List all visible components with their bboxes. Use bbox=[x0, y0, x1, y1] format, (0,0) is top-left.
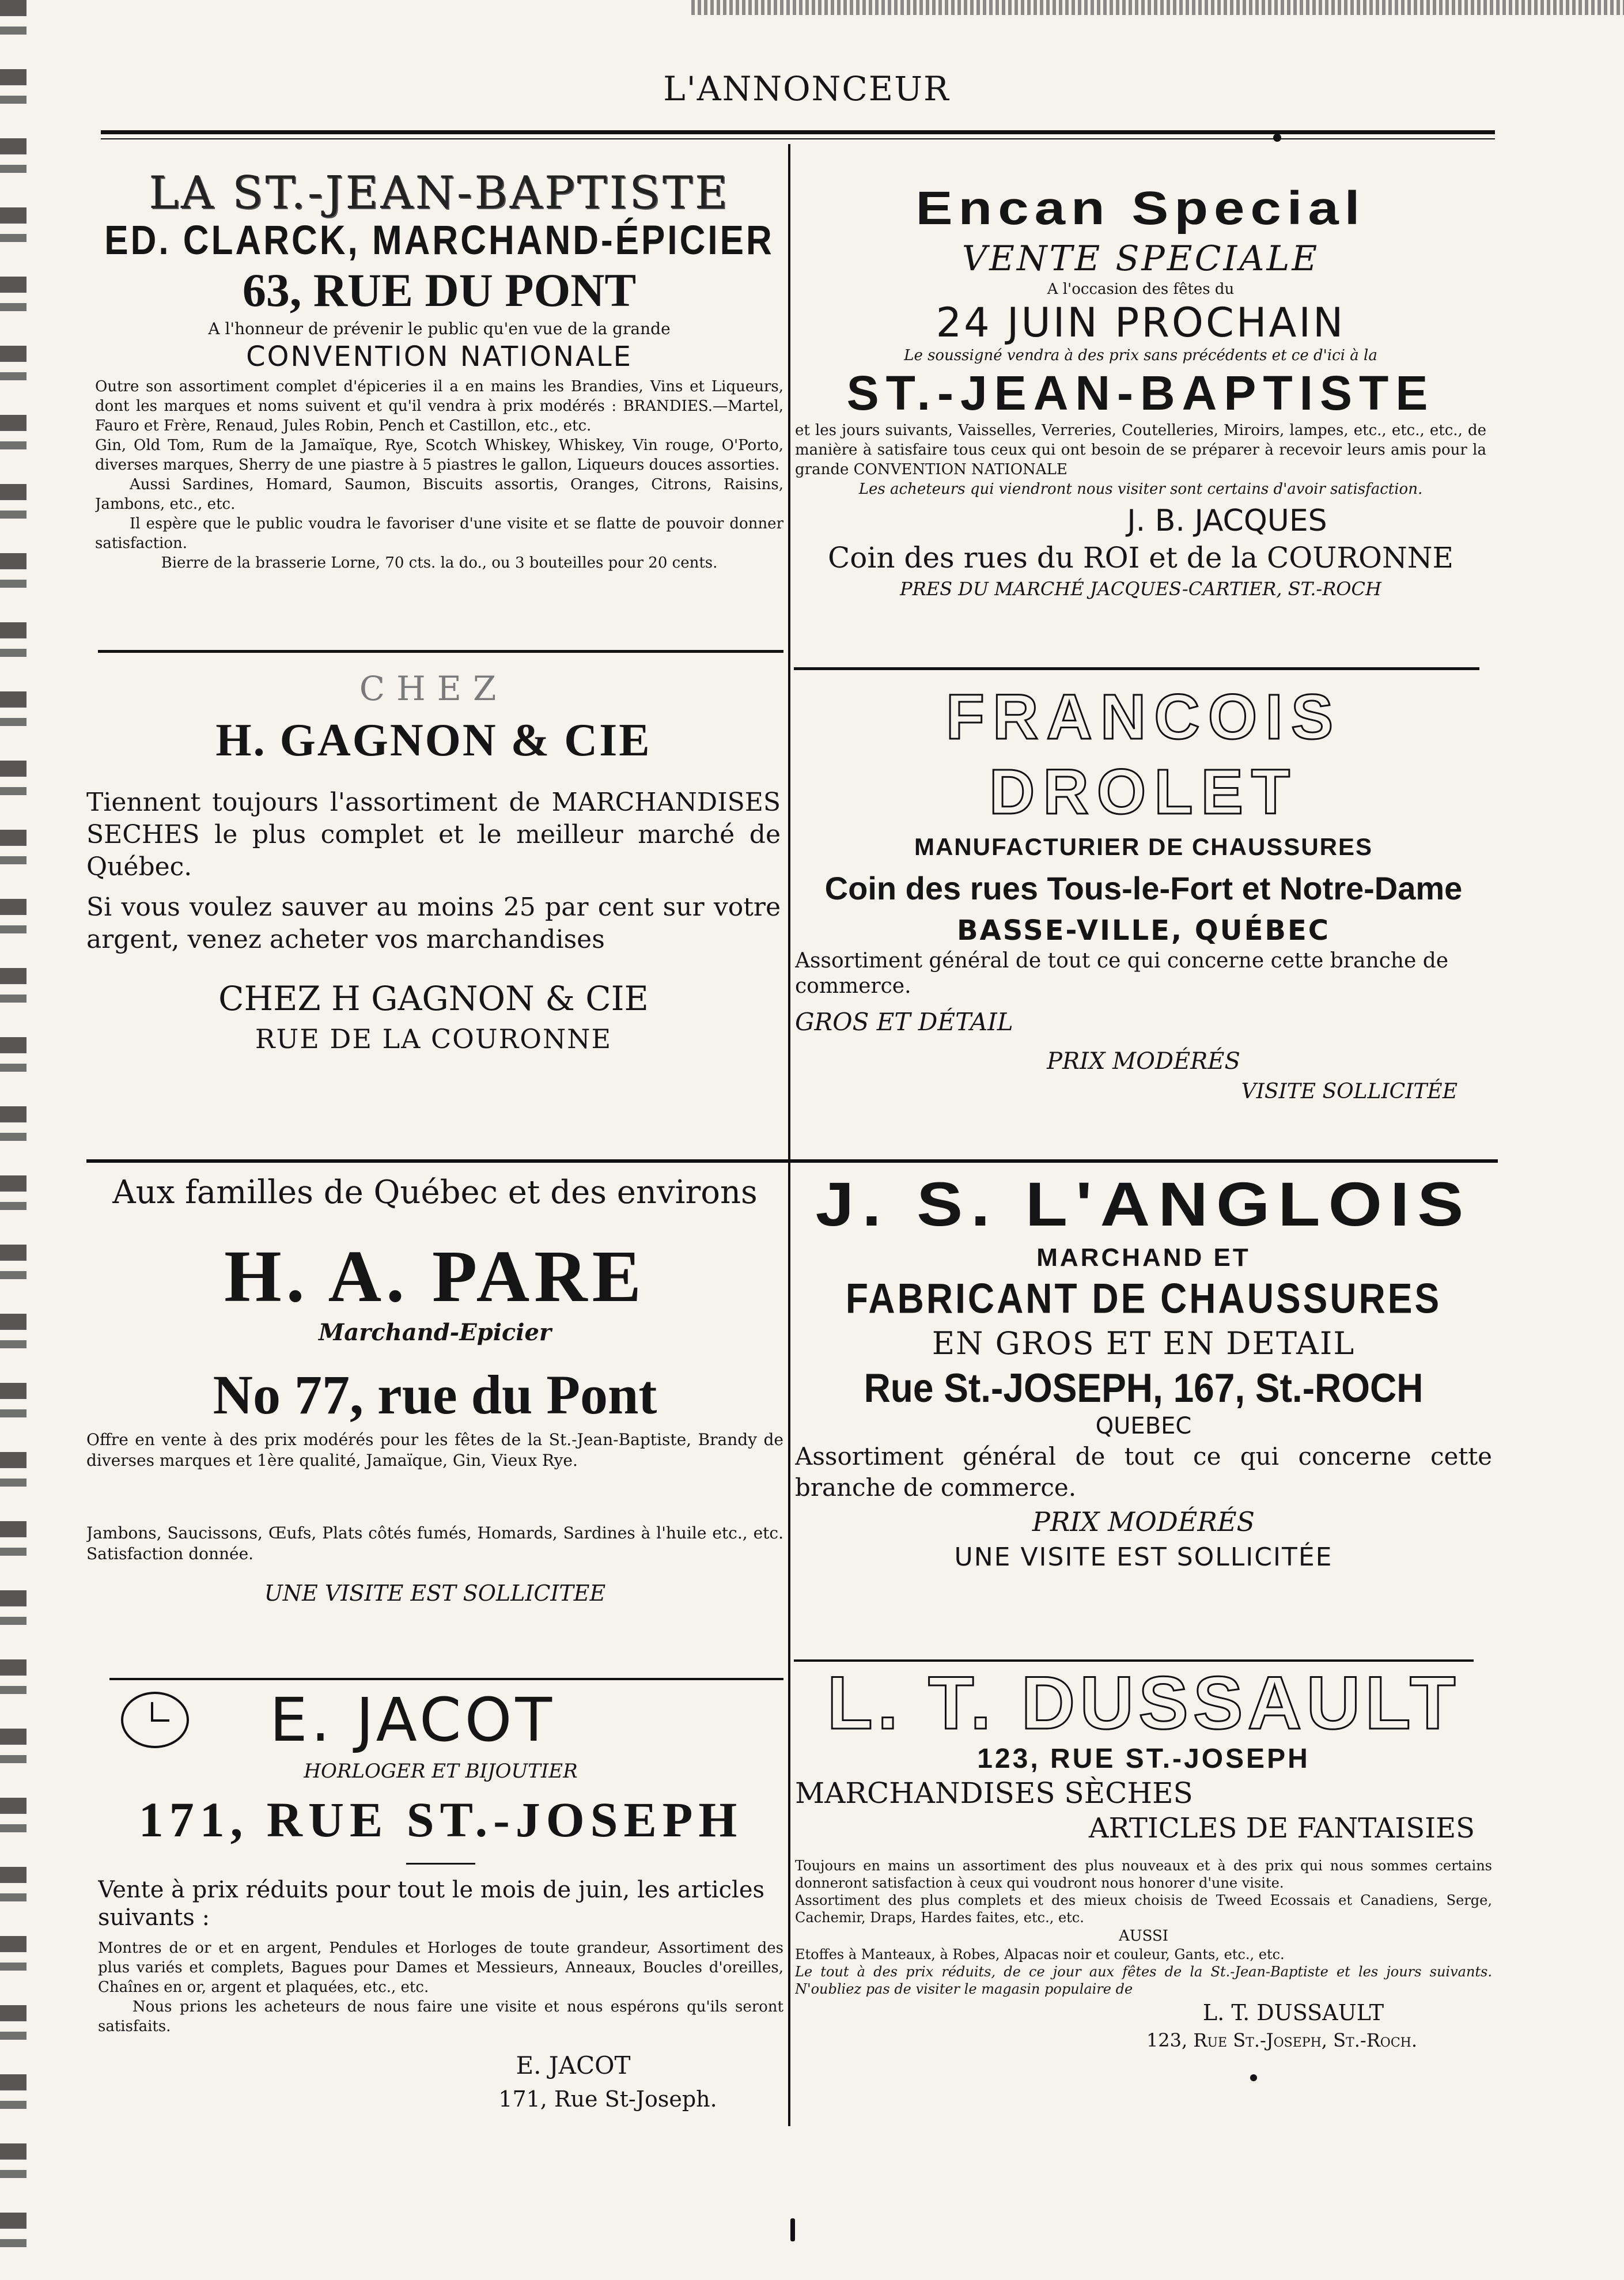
ad-clarck-body bbox=[95, 377, 783, 573]
ad-dussault bbox=[795, 1662, 1492, 2135]
ad-clarck-address: 63, RUE DU PONT bbox=[242, 264, 637, 316]
ad-jacques-date: 24 JUIN PROCHAIN bbox=[936, 299, 1346, 346]
ad-drolet-visite: VISITE SOLLICITÉE bbox=[1241, 1080, 1458, 1103]
scan-edge-top bbox=[691, 0, 1624, 15]
ad-jacques-corner: Coin des rues du ROI et de la COURONNE bbox=[827, 541, 1453, 574]
ad-jacot-intro: Vente à prix réduits pour tout le mois de juin, les articles suivants : bbox=[98, 1877, 765, 1931]
ad-jacques-body: et les jours suivants, Vaisselles, Verreries, Coutelleries, Miroirs, lampes, etc., etc., etc., de manière à satisfaire tous ceux qui ont besoin de se préparer à recevoir leurs amis pour la grande CONVENTION NATIONALE bbox=[795, 422, 1486, 478]
ad-pare-body2: Jambons, Saucissons, Œufs, Plats côtés fumés, Homards, Sardines à l'huile etc., etc. Satisfaction donnée. bbox=[86, 1523, 783, 1563]
top-rule-thin bbox=[101, 138, 1495, 139]
ad-gagnon-name: H. GAGNON & CIE bbox=[215, 715, 652, 766]
clock-icon bbox=[121, 1692, 189, 1748]
ad-langlois-city: QUEBEC bbox=[1095, 1413, 1192, 1439]
ad-jacques-occasion: A l'occasion des fêtes du bbox=[1047, 281, 1235, 298]
ad-langlois-body: Assortiment général de tout ce qui concerne cette branche de commerce. bbox=[795, 1442, 1492, 1502]
ad-clarck-body-1: Outre son assortiment complet d'épiceries il a en mains les Brandies, Vins et Liqueurs, dont les marques et noms suivent et qu'il vendra à prix modérés : BRANDIES.—Martel, Fauro et Frère, Renaud, Jules Robin, Pench et Castillon, etc., etc. bbox=[95, 378, 783, 434]
row-rule-left-3 bbox=[109, 1678, 783, 1680]
ad-clarck-title: LA ST.-JEAN-BAPTISTE bbox=[149, 167, 730, 219]
ad-langlois-address: Rue St.-JOSEPH, 167, St.-ROCH bbox=[864, 1365, 1424, 1411]
ad-pare-visite: UNE VISITE EST SOLLICITEE bbox=[264, 1581, 606, 1606]
ad-langlois-trade1: MARCHAND ET bbox=[1036, 1243, 1251, 1272]
ad-jacot-header bbox=[98, 1685, 783, 1755]
ad-drolet-body: Assortiment général de tout ce qui concerne cette branche de commerce. bbox=[795, 949, 1449, 998]
ad-pare-name: H. A. PARE bbox=[224, 1235, 646, 1317]
ad-jacot-sign: E. JACOT bbox=[516, 2051, 631, 2079]
ad-clarck-body-5: Bierre de la brasserie Lorne, 70 cts. la do., ou 3 bouteilles pour 20 cents. bbox=[161, 554, 718, 572]
ad-jacques-near: PRES DU MARCHÉ JACQUES-CARTIER, ST.-ROCH bbox=[900, 578, 1381, 600]
ad-dussault-name: L. T. DUSSAULT bbox=[827, 1662, 1460, 1745]
ad-clarck-intro: A l'honneur de prévenir le public qu'en vue de la grande bbox=[208, 319, 671, 338]
scan-edge-left bbox=[0, 0, 27, 2280]
ad-gagnon-street: RUE DE LA COURONNE bbox=[255, 1023, 612, 1054]
ad-pare-body1: Offre en vente à des prix modérés pour les fêtes de la St.-Jean-Baptiste, Brandy de diverses marques et 1ère qualité, Jamaïque, Gin, Vieux Rye. bbox=[86, 1430, 783, 1470]
ad-dussault-body1: Toujours en mains un assortiment des plus nouveaux et à des prix qui nous sommes certains donneront satisfaction à ceux qui voudront nous honorer d'une visite. bbox=[795, 1858, 1492, 1891]
ad-drolet bbox=[795, 680, 1492, 1152]
ad-dussault-sign: L. T. DUSSAULT bbox=[1202, 2000, 1384, 2025]
ad-dussault-line2: ARTICLES DE FANTAISIES bbox=[1088, 1812, 1475, 1844]
ad-jacques-intro: Le soussigné vendra à des prix sans précédents et ce d'ici à la bbox=[904, 347, 1377, 364]
row-rule-right-3 bbox=[794, 1659, 1474, 1662]
ad-gagnon-body1: Tiennent toujours l'assortiment de MARCHANDISES SECHES le plus complet et le meilleur marché de Québec. bbox=[86, 788, 781, 882]
ad-jacques-name: J. B. JACQUES bbox=[1127, 504, 1327, 538]
ad-gagnon-body2: Si vous voulez sauver au moins 25 par cent sur votre argent, venez acheter vos marchandises bbox=[86, 893, 781, 954]
ad-clarck-merchant: ED. CLARCK, MARCHAND-ÉPICIER bbox=[104, 217, 774, 264]
ad-langlois bbox=[795, 1167, 1492, 1657]
ad-pare-trade: Marchand-Epicier bbox=[318, 1319, 551, 1346]
ad-jacot bbox=[98, 1685, 783, 2135]
ad-jacques-note: Les acheteurs qui viendront nous visiter sont certains d'avoir satisfaction. bbox=[858, 481, 1423, 498]
ad-langlois-detail: EN GROS ET EN DETAIL bbox=[932, 1325, 1356, 1362]
ad-pare-heading: Aux familles de Québec et des environs bbox=[112, 1174, 758, 1211]
ad-drolet-name: FRANCOIS DROLET bbox=[945, 682, 1342, 827]
ad-clarck-body-3: Aussi Sardines, Homard, Saumon, Biscuits assortis, Oranges, Citrons, Raisins, Jambons, etc., etc. bbox=[95, 476, 783, 513]
ad-clarck-body-2: Gin, Old Tom, Rum de la Jamaïque, Rye, Scotch Whiskey, Whiskey, Vin rouge, O'Porto, diverses marques, Sherry de une piastre à 5 piastres le gallon, Liqueurs douces assorties. bbox=[95, 437, 783, 474]
ad-langlois-trade2: FABRICANT DE CHAUSSURES bbox=[845, 1274, 1442, 1322]
ad-dussault-sign-address: 123, Rue St.-Joseph, St.-Roch. bbox=[1146, 2029, 1418, 2051]
ad-langlois-prix: PRIX MODÉRÉS bbox=[1032, 1506, 1255, 1537]
ad-dussault-body4: Le tout à des prix réduits, de ce jour aux fêtes de la St.-Jean-Baptiste et les jours suivants. N'oubliez pas de visiter le magasin populaire de bbox=[795, 1964, 1492, 1997]
ad-dussault-aussi: AUSSI bbox=[1118, 1927, 1169, 1945]
ad-dussault-body3: Etoffes à Manteaux, à Robes, Alpacas noir et couleur, Gants, etc., etc. bbox=[795, 1946, 1285, 1963]
ad-drolet-trade: MANUFACTURIER DE CHAUSSURES bbox=[914, 833, 1373, 860]
ad-jacot-divider bbox=[406, 1863, 475, 1865]
newspaper-header: L'ANNONCEUR bbox=[663, 69, 950, 108]
ad-drolet-prix: PRIX MODÉRÉS bbox=[1047, 1048, 1240, 1075]
ad-pare bbox=[86, 1173, 783, 1674]
speck bbox=[1273, 134, 1281, 142]
ad-jacot-body1: Montres de or et en argent, Pendules et Horloges de toute grandeur, Assortiment des plus variés et complets, Bagues pour Dames et Messieurs, Anneaux, Boucles d'oreilles, Chaînes en or, argent et plaquées, etc., etc. bbox=[98, 1939, 783, 1996]
ad-clarck-body-4: Il espère que le public voudra le favoriser d'une visite et se flatte de pouvoir donner satisfaction. bbox=[95, 515, 783, 552]
ad-pare-address: No 77, rue du Pont bbox=[213, 1364, 657, 1426]
speck bbox=[790, 2218, 795, 2241]
ad-langlois-name: J. S. L'ANGLOIS bbox=[815, 1169, 1472, 1239]
ad-drolet-city: BASSE-VILLE, QUÉBEC bbox=[956, 914, 1331, 947]
column-divider bbox=[788, 144, 790, 2126]
ad-dussault-body2: Assortiment des plus complets et des mieux choisis de Tweed Ecossais et Canadiens, Serge, Cachemir, Draps, Hardes faites, etc., etc. bbox=[795, 1892, 1492, 1926]
ad-jacques-subtitle: VENTE SPECIALE bbox=[961, 239, 1320, 279]
ad-gagnon bbox=[86, 666, 781, 1155]
row-rule-right-1 bbox=[794, 667, 1479, 670]
ad-dussault-line1: MARCHANDISES SÈCHES bbox=[795, 1776, 1193, 1810]
ad-gagnon-chez: CHEZ bbox=[359, 669, 508, 708]
ad-clarck-event: CONVENTION NATIONALE bbox=[246, 341, 633, 373]
ad-drolet-corner: Coin des rues Tous-le-Fort et Notre-Dame bbox=[824, 870, 1463, 906]
top-rule bbox=[101, 130, 1495, 134]
ad-jacot-trade: HORLOGER ET BIJOUTIER bbox=[304, 1760, 578, 1783]
ad-jacques-title: Encan Special bbox=[915, 182, 1366, 235]
ad-jacot-sign-address: 171, Rue St-Joseph. bbox=[498, 2086, 717, 2112]
ad-clarck bbox=[95, 167, 783, 645]
ad-jacques bbox=[795, 179, 1486, 663]
speck bbox=[1250, 2074, 1257, 2081]
ad-drolet-gros: GROS ET DÉTAIL bbox=[795, 1008, 1013, 1036]
ad-jacques-fete: ST.-JEAN-BAPTISTE bbox=[846, 366, 1435, 420]
ad-jacot-name: E. JACOT bbox=[270, 1685, 555, 1755]
ad-jacot-body2: Nous prions les acheteurs de nous faire une visite et nous espérons qu'ils seront satisfaits. bbox=[98, 1998, 783, 2035]
ad-langlois-visite: UNE VISITE EST SOLLICITÉE bbox=[954, 1542, 1333, 1572]
ad-jacot-address: 171, RUE ST.-JOSEPH bbox=[138, 1792, 743, 1847]
row-rule-2 bbox=[86, 1159, 1498, 1163]
row-rule-left-1 bbox=[98, 650, 783, 653]
ad-gagnon-footer: CHEZ H GAGNON & CIE bbox=[218, 979, 649, 1018]
ad-dussault-address: 123, RUE ST.-JOSEPH bbox=[977, 1744, 1310, 1774]
